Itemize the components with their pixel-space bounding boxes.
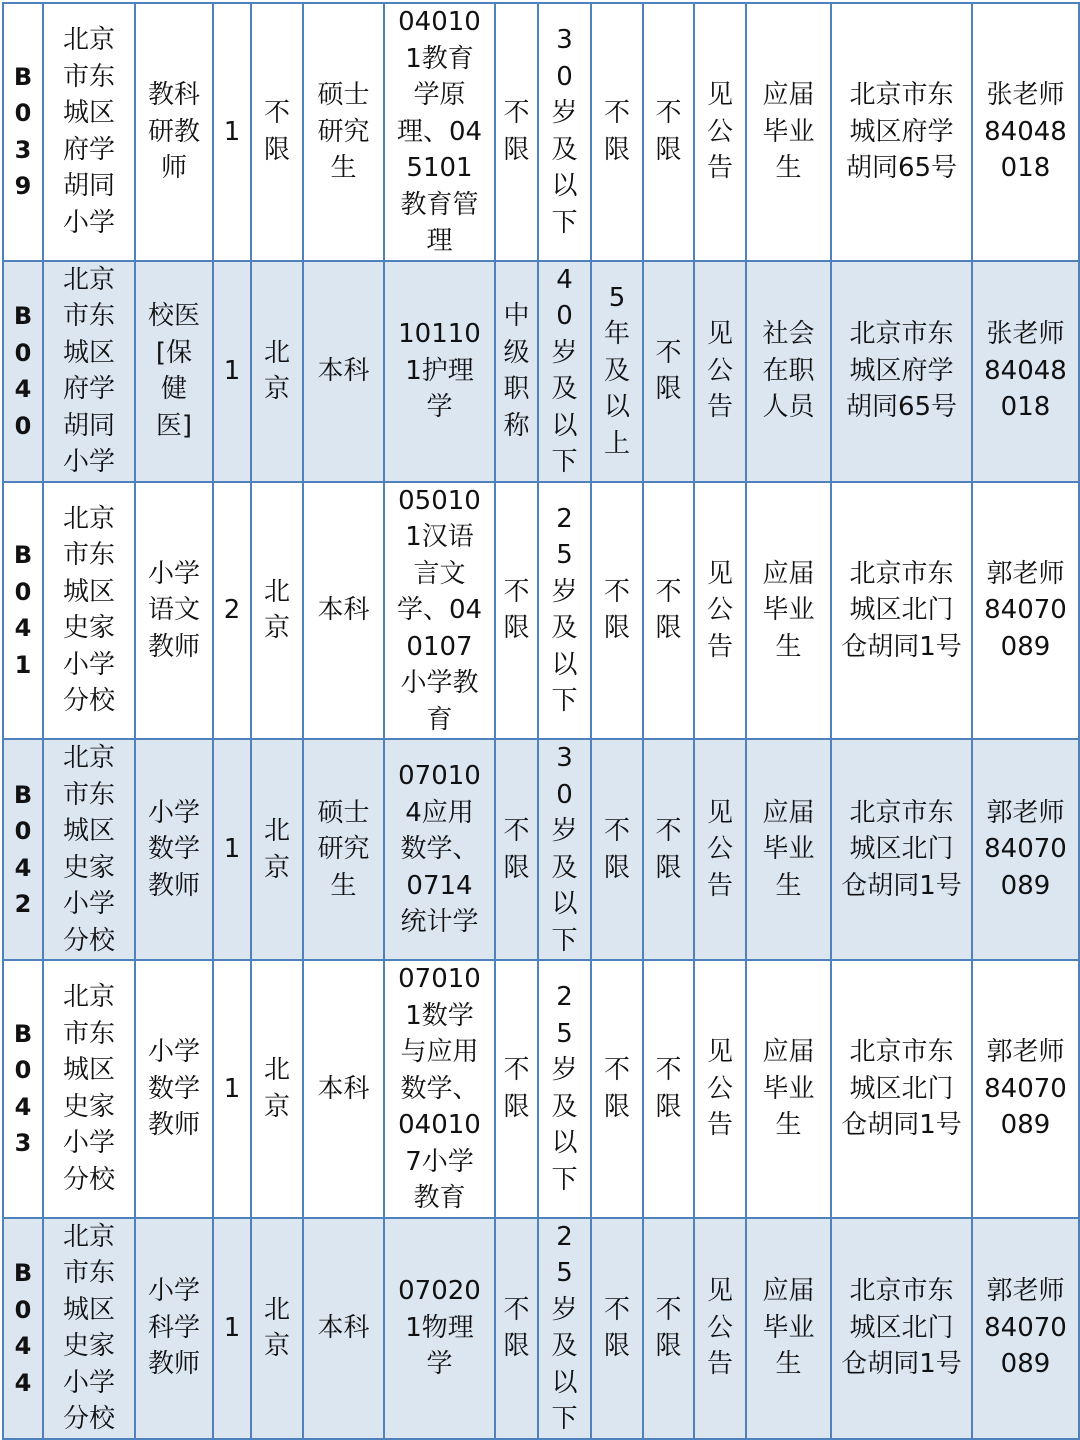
other-requirement-cell-text: 不限 — [655, 576, 682, 644]
address-cell-text: 北京市东城区北门仓胡同1号 — [841, 797, 962, 901]
position-name-cell — [135, 739, 213, 960]
age-requirement-cell — [538, 482, 591, 740]
table-row — [3, 960, 1079, 1218]
position-name-cell — [135, 960, 213, 1218]
employer-cell — [43, 3, 135, 261]
work-experience-cell-text: 不限 — [603, 1055, 630, 1122]
work-experience-cell-text: 5年及以上 — [603, 282, 630, 459]
professional-title-cell — [495, 482, 538, 740]
target-applicants-cell — [746, 739, 831, 960]
contact-cell-text: 张老师84048018 — [984, 319, 1067, 423]
position-code-cell-text: B042 — [13, 780, 33, 918]
professional-title-cell-text: 不限 — [503, 1294, 530, 1361]
other-requirement-cell-text: 不限 — [655, 337, 682, 404]
headcount-cell — [213, 1218, 251, 1439]
hukou-requirement-cell-text: 北京 — [263, 816, 290, 883]
employer-cell — [43, 739, 135, 960]
headcount-cell — [213, 739, 251, 960]
table-row — [3, 482, 1079, 740]
education-cell-text: 本科 — [317, 1073, 370, 1104]
address-cell-text: 北京市东城区北门仓胡同1号 — [841, 1037, 962, 1140]
contact-cell — [972, 3, 1079, 261]
other-requirement-cell — [643, 3, 694, 261]
contact-cell — [972, 261, 1079, 482]
age-requirement-cell — [538, 1218, 591, 1439]
employer-cell-text: 北京市东城区府学胡同小学 — [62, 264, 115, 477]
other-requirement-cell-text: 不限 — [655, 816, 682, 883]
position-name-cell-text: 小学语文教师 — [147, 558, 200, 662]
address-cell — [831, 482, 972, 740]
hukou-requirement-cell — [251, 482, 303, 740]
notice-reference-cell — [694, 3, 746, 261]
address-cell — [831, 960, 972, 1218]
position-name-cell-text: 小学数学教师 — [147, 1037, 200, 1140]
education-cell — [303, 261, 384, 482]
employer-cell-text: 北京市东城区史家小学分校 — [62, 1221, 115, 1434]
other-requirement-cell — [643, 1218, 694, 1439]
position-code-cell-text: B041 — [13, 541, 33, 679]
address-cell — [831, 739, 972, 960]
position-name-cell-text: 校医[保健医] — [147, 301, 200, 441]
major-cell-text: 070201物理学 — [398, 1276, 481, 1380]
professional-title-cell — [495, 960, 538, 1218]
professional-title-cell — [495, 739, 538, 960]
position-name-cell — [135, 3, 213, 261]
address-cell — [831, 261, 972, 482]
table-row — [3, 3, 1079, 261]
hukou-requirement-cell — [251, 3, 303, 261]
work-experience-cell — [591, 482, 643, 740]
hukou-requirement-cell-text: 北京 — [263, 576, 290, 644]
address-cell-text: 北京市东城区府学胡同65号 — [845, 319, 958, 423]
headcount-cell-text: 1 — [223, 355, 241, 386]
age-requirement-cell-text: 30岁及以下 — [551, 743, 578, 956]
position-name-cell — [135, 482, 213, 740]
education-cell-text: 本科 — [317, 355, 370, 386]
target-applicants-cell-text: 应届毕业生 — [762, 80, 815, 183]
position-code-cell-text: B040 — [13, 302, 33, 440]
other-requirement-cell-text: 不限 — [655, 98, 682, 165]
professional-title-cell-text: 不限 — [503, 98, 530, 165]
headcount-cell-text: 2 — [223, 595, 241, 625]
table-row — [3, 261, 1079, 482]
address-cell-text: 北京市东城区府学胡同65号 — [845, 80, 958, 183]
age-requirement-cell-text: 25岁及以下 — [551, 982, 578, 1195]
contact-cell — [972, 1218, 1079, 1439]
hukou-requirement-cell — [251, 960, 303, 1218]
notice-reference-cell — [694, 739, 746, 960]
notice-reference-cell-text: 见公告 — [706, 797, 733, 901]
age-requirement-cell — [538, 3, 591, 261]
other-requirement-cell — [643, 482, 694, 740]
position-name-cell — [135, 1218, 213, 1439]
age-requirement-cell — [538, 261, 591, 482]
hukou-requirement-cell-text: 不限 — [263, 98, 290, 165]
contact-cell-text: 郭老师84070089 — [984, 558, 1067, 662]
major-cell-text: 101101护理学 — [398, 319, 481, 423]
contact-cell — [972, 739, 1079, 960]
target-applicants-cell-text: 应届毕业生 — [762, 1276, 815, 1380]
notice-reference-cell-text: 见公告 — [706, 319, 733, 423]
notice-reference-cell-text: 见公告 — [706, 1037, 733, 1140]
table-row — [3, 739, 1079, 960]
work-experience-cell — [591, 739, 643, 960]
headcount-cell — [213, 3, 251, 261]
education-cell — [303, 3, 384, 261]
work-experience-cell-text: 不限 — [603, 98, 630, 165]
other-requirement-cell — [643, 960, 694, 1218]
major-cell-text: 070101数学与应用数学、040107小学教育 — [398, 964, 481, 1213]
major-cell-text: 070104应用数学、0714统计学 — [398, 761, 481, 938]
headcount-cell-text: 1 — [223, 834, 241, 865]
hukou-requirement-cell — [251, 261, 303, 482]
contact-cell-text: 郭老师84070089 — [984, 1276, 1067, 1380]
notice-reference-cell-text: 见公告 — [706, 558, 733, 662]
education-cell — [303, 482, 384, 740]
education-cell — [303, 739, 384, 960]
position-code-cell-text: B044 — [13, 1259, 33, 1397]
headcount-cell-text: 1 — [223, 1312, 241, 1343]
notice-reference-cell-text: 见公告 — [706, 80, 733, 183]
other-requirement-cell-text: 不限 — [655, 1294, 682, 1361]
other-requirement-cell — [643, 261, 694, 482]
headcount-cell — [213, 960, 251, 1218]
address-cell-text: 北京市东城区北门仓胡同1号 — [841, 558, 962, 662]
employer-cell — [43, 1218, 135, 1439]
headcount-cell-text: 1 — [223, 116, 241, 147]
education-cell — [303, 1218, 384, 1439]
education-cell-text: 本科 — [317, 1312, 370, 1343]
target-applicants-cell-text: 应届毕业生 — [762, 797, 815, 901]
major-cell — [384, 3, 495, 261]
major-cell — [384, 482, 495, 740]
employer-cell-text: 北京市东城区史家小学分校 — [62, 982, 115, 1195]
work-experience-cell-text: 不限 — [603, 1294, 630, 1361]
employer-cell-text: 北京市东城区史家小学分校 — [62, 503, 115, 717]
contact-cell-text: 郭老师84070089 — [984, 1037, 1067, 1140]
age-requirement-cell — [538, 739, 591, 960]
professional-title-cell — [495, 1218, 538, 1439]
notice-reference-cell — [694, 960, 746, 1218]
work-experience-cell — [591, 1218, 643, 1439]
target-applicants-cell — [746, 482, 831, 740]
recruitment-table — [2, 2, 1080, 1440]
work-experience-cell-text: 不限 — [603, 576, 630, 644]
employer-cell — [43, 482, 135, 740]
target-applicants-cell — [746, 261, 831, 482]
position-name-cell-text: 小学数学教师 — [147, 797, 200, 901]
education-cell-text: 本科 — [317, 595, 370, 625]
target-applicants-cell — [746, 3, 831, 261]
major-cell-text: 050101汉语言文学、040107小学教育 — [396, 485, 483, 735]
notice-reference-cell — [694, 482, 746, 740]
hukou-requirement-cell — [251, 1218, 303, 1439]
position-code-cell-text: B039 — [13, 62, 33, 201]
contact-cell — [972, 482, 1079, 740]
position-code-cell — [3, 261, 43, 482]
contact-cell — [972, 960, 1079, 1218]
notice-reference-cell — [694, 1218, 746, 1439]
age-requirement-cell-text: 30岁及以下 — [551, 25, 578, 238]
major-cell — [384, 261, 495, 482]
headcount-cell-text: 1 — [223, 1073, 241, 1104]
other-requirement-cell — [643, 739, 694, 960]
work-experience-cell — [591, 261, 643, 482]
position-code-cell — [3, 739, 43, 960]
position-code-cell — [3, 3, 43, 261]
table-body — [3, 3, 1079, 1439]
employer-cell — [43, 261, 135, 482]
notice-reference-cell-text: 见公告 — [706, 1276, 733, 1380]
professional-title-cell-text: 不限 — [503, 816, 530, 883]
position-name-cell — [135, 261, 213, 482]
major-cell — [384, 739, 495, 960]
education-cell-text: 硕士研究生 — [317, 80, 370, 183]
target-applicants-cell-text: 社会在职人员 — [762, 319, 815, 423]
target-applicants-cell-text: 应届毕业生 — [762, 1037, 815, 1140]
target-applicants-cell — [746, 960, 831, 1218]
age-requirement-cell-text: 25岁及以下 — [551, 503, 578, 717]
major-cell — [384, 1218, 495, 1439]
contact-cell-text: 张老师84048018 — [984, 80, 1067, 183]
work-experience-cell — [591, 960, 643, 1218]
age-requirement-cell — [538, 960, 591, 1218]
table-row — [3, 1218, 1079, 1439]
position-name-cell-text: 小学科学教师 — [147, 1276, 200, 1380]
employer-cell-text: 北京市东城区府学胡同小学 — [62, 25, 115, 238]
professional-title-cell-text: 中级职称 — [503, 301, 530, 441]
professional-title-cell — [495, 3, 538, 261]
professional-title-cell-text: 不限 — [503, 1055, 530, 1122]
other-requirement-cell-text: 不限 — [655, 1055, 682, 1122]
target-applicants-cell-text: 应届毕业生 — [762, 558, 815, 662]
hukou-requirement-cell-text: 北京 — [263, 1055, 290, 1122]
address-cell — [831, 3, 972, 261]
headcount-cell — [213, 482, 251, 740]
employer-cell-text: 北京市东城区史家小学分校 — [62, 743, 115, 956]
age-requirement-cell-text: 25岁及以下 — [551, 1221, 578, 1434]
work-experience-cell — [591, 3, 643, 261]
education-cell-text: 硕士研究生 — [317, 797, 370, 901]
position-code-cell — [3, 1218, 43, 1439]
age-requirement-cell-text: 40岁及以下 — [551, 264, 578, 477]
notice-reference-cell — [694, 261, 746, 482]
address-cell — [831, 1218, 972, 1439]
position-code-cell — [3, 960, 43, 1218]
hukou-requirement-cell — [251, 739, 303, 960]
hukou-requirement-cell-text: 北京 — [263, 1294, 290, 1361]
work-experience-cell-text: 不限 — [603, 816, 630, 883]
headcount-cell — [213, 261, 251, 482]
employer-cell — [43, 960, 135, 1218]
position-code-cell — [3, 482, 43, 740]
major-cell — [384, 960, 495, 1218]
address-cell-text: 北京市东城区北门仓胡同1号 — [841, 1276, 962, 1380]
position-code-cell-text: B043 — [13, 1019, 33, 1158]
education-cell — [303, 960, 384, 1218]
professional-title-cell-text: 不限 — [503, 576, 530, 644]
position-name-cell-text: 教科研教师 — [147, 80, 200, 183]
professional-title-cell — [495, 261, 538, 482]
hukou-requirement-cell-text: 北京 — [263, 337, 290, 404]
target-applicants-cell — [746, 1218, 831, 1439]
contact-cell-text: 郭老师84070089 — [984, 797, 1067, 901]
major-cell-text: 040101教育学原理、045101教育管理 — [396, 7, 483, 256]
